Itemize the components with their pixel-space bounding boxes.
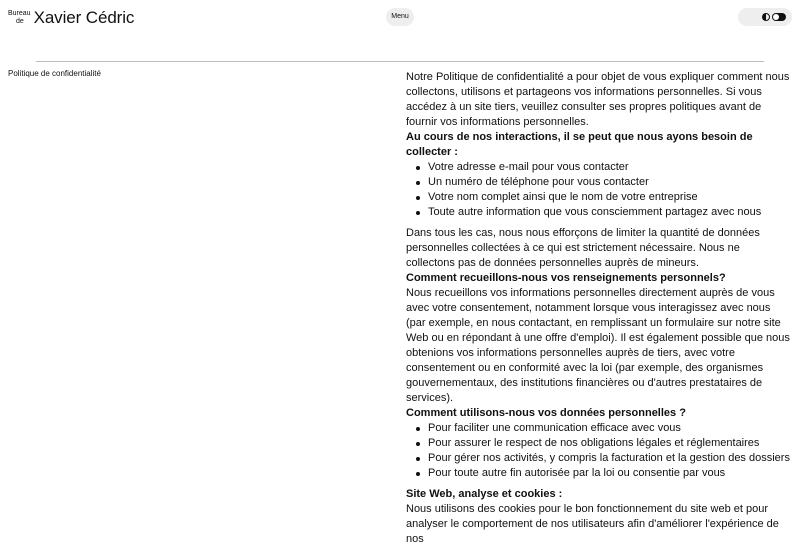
list-item: Pour faciliter une communication efficace avec vous: [406, 421, 790, 436]
logo-prefix-line2: de: [16, 17, 24, 25]
site-logo[interactable]: [8, 9, 134, 27]
limit-paragraph: Dans tous les cas, nous nous efforçons de limiter la quantité de données personnelles collectées à ce qui est strictement nécessaire. Nous ne collectons pas de données personnelles auprès de mineurs.: [406, 227, 760, 269]
logo-prefix: [8, 10, 31, 25]
list-item: Pour gérer nos activités, y compris la facturation et la gestion des dossiers: [406, 451, 790, 466]
cookies-paragraph: Nous utilisons des cookies pour le bon fonctionnement du site web et pour analyser le comportement de nos utilisateurs afin d'améliorer l'expérience de nos: [406, 503, 779, 545]
cookies-heading: Site Web, analyse et cookies :: [406, 488, 563, 500]
how-use-heading: Comment utilisons-nous vos données personnelles ?: [406, 407, 686, 419]
collect-heading: Au cours de nos interactions, il se peut que nous ayons besoin de collecter :: [406, 131, 753, 158]
switch-knob: [773, 14, 779, 20]
toggle-switch-icon[interactable]: [772, 13, 786, 21]
policy-content: [406, 70, 790, 547]
how-collect-paragraph: Nous recueillons vos informations personnelles directement auprès de vous avec votre consentement, notamment lorsque vous interagissez avec nous (par exemple, en nous contactant, en remplissant un formulaire sur notre site Web ou en répondant à une offre d'emploi). Il est également possible que nous obtenions vos informations personnelles auprès de tiers, avec votre consentement ou en conformité avec la loi (par exemple, des organismes gouvernementaux, des institutions financières ou d'autres prestataires de services).: [406, 287, 790, 404]
logo-prefix-line1: Bureau: [8, 10, 31, 17]
list-item: Toute autre information que vous consciemment partagez avec nous: [406, 205, 790, 220]
list-item: Un numéro de téléphone pour vous contacter: [406, 175, 790, 190]
menu-button[interactable]: Menu: [386, 8, 414, 26]
intro-paragraph: Notre Politique de confidentialité a pour objet de vous expliquer comment nous collectons, utilisons et partageons vos informations personnelles. Si vous accédez à un site tiers, veuillez consulter ses propres politiques avant de fournir vos informations personnelles.: [406, 71, 790, 128]
use-list: [406, 421, 790, 481]
header-divider: [36, 61, 764, 62]
contrast-icon: [762, 13, 770, 21]
list-item: Pour toute autre fin autorisée par la loi ou consentie par vous: [406, 466, 790, 481]
theme-toggle[interactable]: [738, 8, 792, 26]
site-header: [0, 0, 800, 36]
collect-list: [406, 160, 790, 220]
how-collect-heading: Comment recueillons-nous vos renseignements personnels?: [406, 272, 726, 284]
list-item: Votre adresse e-mail pour vous contacter: [406, 160, 790, 175]
section-label: Politique de confidentialité: [8, 69, 101, 78]
list-item: Pour assurer le respect de nos obligations légales et réglementaires: [406, 436, 790, 451]
list-item: Votre nom complet ainsi que le nom de votre entreprise: [406, 190, 790, 205]
logo-name: Xavier Cédric: [33, 8, 135, 27]
